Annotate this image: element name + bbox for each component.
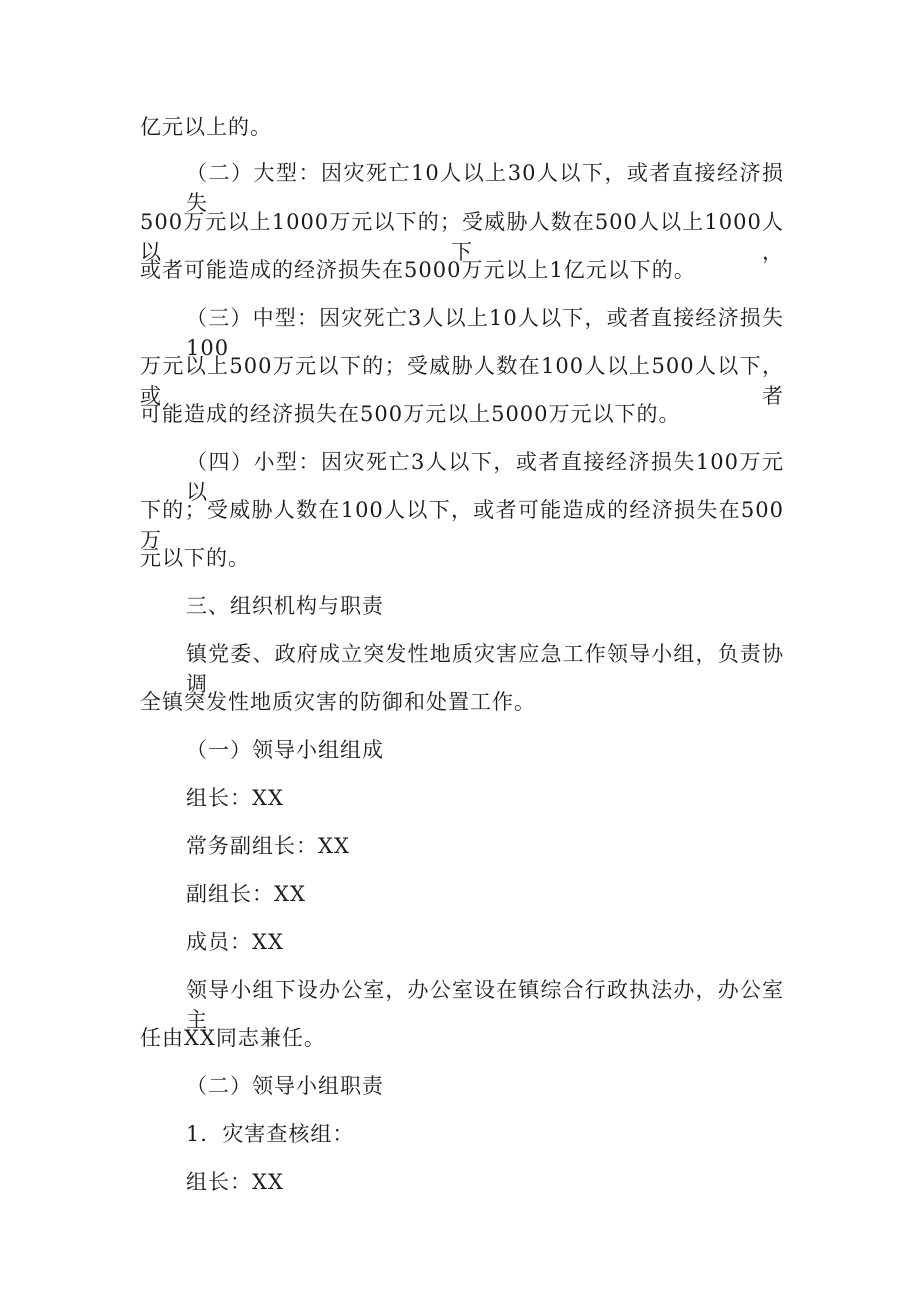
paragraph-line: 下的；受威胁人数在100人以下，或者可能造成的经济损失在500万 (140, 498, 784, 552)
paragraph-line: （四）小型：因灾死亡3人以下，或者直接经济损失100万元以 (186, 450, 784, 504)
paragraph-line: 领导小组下设办公室，办公室设在镇综合行政执法办，办公室主 (186, 978, 784, 1032)
paragraph-line: 任由XX同志兼任。 (140, 1026, 326, 1050)
subsection-heading: （二）领导小组职责 (186, 1074, 384, 1098)
paragraph-line: 可能造成的经济损失在500万元以上5000万元以下的。 (140, 402, 681, 426)
section-heading: 三、组织机构与职责 (186, 594, 384, 618)
paragraph-line: 镇党委、政府成立突发性地质灾害应急工作领导小组，负责协调 (186, 642, 784, 696)
subsection-heading: （一）领导小组组成 (186, 738, 384, 762)
paragraph-line: 万元以上500万元以下的；受威胁人数在100人以上500人以下，或者 (140, 354, 784, 408)
list-item: 1．灾害查核组： (186, 1122, 355, 1146)
paragraph-line: 或者可能造成的经济损失在5000万元以上1亿元以下的。 (140, 258, 696, 282)
paragraph-line: 500万元以上1000万元以下的；受威胁人数在500人以上1000人以下， (140, 210, 784, 264)
member-line: 成员：XX (186, 930, 284, 954)
text-line: 亿元以上的。 (140, 115, 272, 139)
paragraph-line: 元以下的。 (140, 546, 250, 570)
member-line: 常务副组长：XX (186, 834, 350, 858)
paragraph-line: （三）中型：因灾死亡3人以上10人以下，或者直接经济损失100 (186, 306, 784, 360)
member-line: 组长：XX (186, 786, 284, 810)
paragraph-line: 全镇突发性地质灾害的防御和处置工作。 (140, 690, 536, 714)
paragraph-line: （二）大型：因灾死亡10人以上30人以下，或者直接经济损失 (186, 161, 784, 215)
member-line: 组长：XX (186, 1170, 284, 1194)
member-line: 副组长：XX (186, 882, 306, 906)
